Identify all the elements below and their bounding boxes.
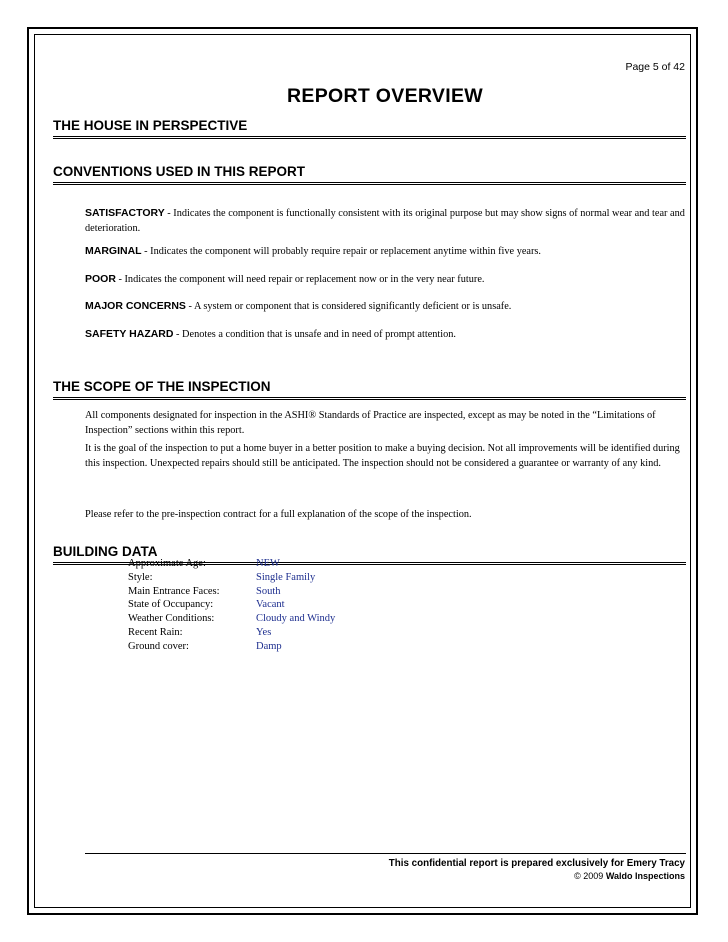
convention-term: MARGINAL [85,245,142,257]
building-data-label: Style: [128,571,153,583]
convention-safety-hazard [85,327,690,342]
convention-term: SAFETY HAZARD [85,328,174,340]
convention-poor [85,272,690,287]
convention-satisfactory [85,206,690,236]
building-data-row [128,571,335,585]
building-data-value: Single Family [256,571,316,583]
building-data-value: Yes [256,626,272,638]
building-data-label: Main Entrance Faces: [128,585,220,597]
building-data-value: NEW [256,558,280,569]
building-data-label: State of Occupancy: [128,599,214,611]
building-data-value: South [256,585,281,597]
section-house-perspective: THE HOUSE IN PERSPECTIVE [53,118,686,137]
building-data-row [128,612,335,626]
page-indicator: Page 5 of 42 [625,61,685,73]
building-data-value: Damp [256,640,282,652]
building-data-label: Approximate Age: [128,558,206,569]
building-data-row [128,640,335,654]
building-data-row [128,598,335,612]
convention-term: MAJOR CONCERNS [85,300,186,312]
convention-term: SATISFACTORY [85,207,165,219]
building-data-table [128,557,335,654]
section-scope: THE SCOPE OF THE INSPECTION [53,379,686,398]
convention-major-concerns [85,299,690,314]
section-conventions: CONVENTIONS USED IN THIS REPORT [53,164,686,183]
scope-paragraph-3: Please refer to the pre-inspection contract for a full explanation of the scope of the inspection. [85,509,472,520]
building-data-label: Recent Rain: [128,626,183,638]
convention-desc: - Denotes a condition that is unsafe and in need of prompt attention. [173,329,457,340]
building-data-row [128,557,335,571]
building-data-label: Ground cover: [128,640,189,652]
scope-paragraph-1: All components designated for inspection in the ASHI® Standards of Practice are inspected, except as may be noted in the “Limitations of Inspection” sections within this report. [85,410,656,436]
convention-marginal [85,244,690,259]
building-data-value: Vacant [256,599,285,611]
building-data-row [128,585,335,599]
footer-copyright [574,871,685,881]
scope-paragraph-2: It is the goal of the inspection to put a home buyer in a better position to make a buying decision. Not all improvements will be identified during this inspection. Unexpected repairs should still be anticipated. The inspection should not be considered a guarantee or warranty of any kind. [85,443,680,469]
convention-desc: - Indicates the component will need repair or replacement now or in the very near future. [115,274,485,285]
company-name: Waldo Inspections [605,871,685,881]
convention-term: POOR [85,273,116,285]
building-data-value: Cloudy and Windy [256,613,336,625]
footer-divider [85,853,686,854]
convention-desc: - Indicates the component will probably require repair or replacement anytime within five years. [141,246,542,257]
convention-desc: - A system or component that is considered significantly deficient or is unsafe. [185,301,512,312]
convention-desc: - Indicates the component is functionally consistent with its original purpose but may show signs of normal wear and tear and deterioration. [85,208,685,234]
section-building-data: BUILDING DATA [53,544,686,563]
page-title: REPORT OVERVIEW [287,85,483,107]
copyright-year: © 2009 [574,871,604,881]
building-data-label: Weather Conditions: [128,613,215,625]
footer-confidential-note: This confidential report is prepared exclusively for Emery Tracy [388,858,685,869]
building-data-row [128,626,335,640]
